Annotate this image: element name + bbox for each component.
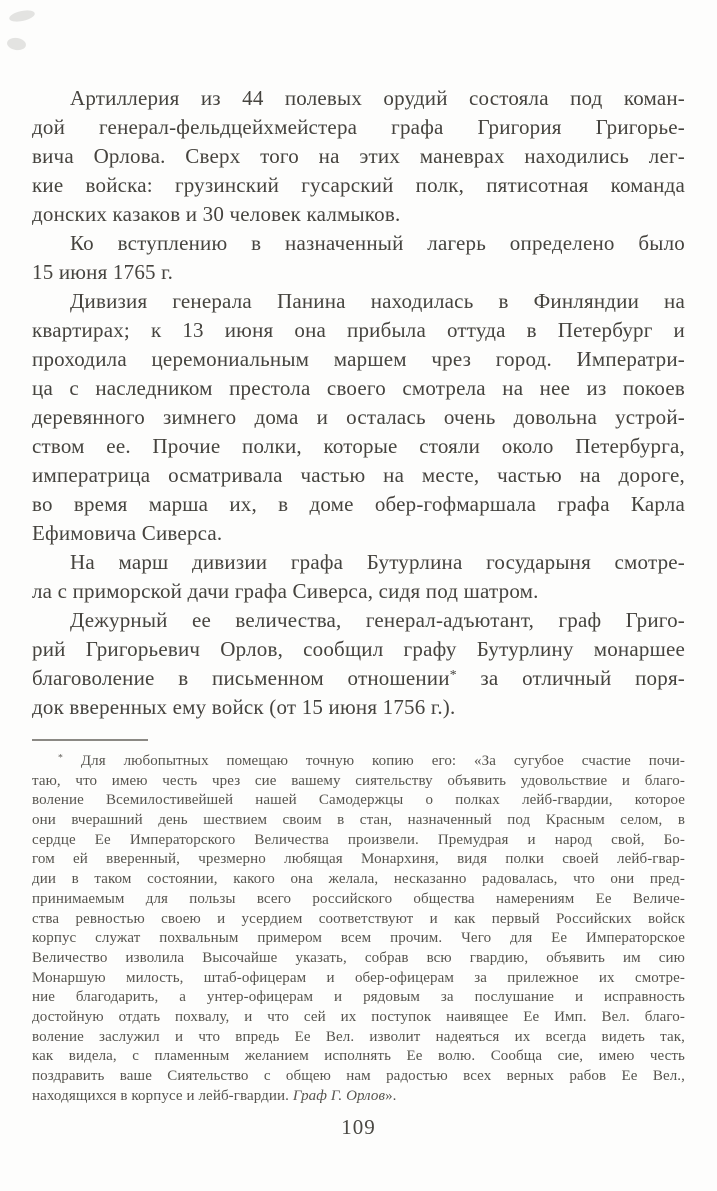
text-line: принимаемым для пользы всего российского общества намерениям Ее Величе- <box>32 890 685 907</box>
text-line: вича Орлова. Сверх того на этих маневрах находились лег- <box>32 144 685 168</box>
text-line: дой генерал-фельдцейхмейстера графа Григория Григорье- <box>32 115 685 139</box>
text-line: Дивизия генерала Панина находилась в Финляндии на <box>70 289 685 313</box>
text-line: Монаршую милость, штаб-офицерам и обер-офицерам за прилежное их смотре- <box>32 969 685 986</box>
text-line: ца с наследником престола своего смотрела на нее из покоев <box>32 376 685 400</box>
text-line: во время марша их, в доме обер-гофмаршала графа Карла <box>32 492 685 516</box>
scan-smudge <box>6 37 26 52</box>
paragraph <box>32 548 685 606</box>
page-number: 109 <box>341 1115 376 1139</box>
main-text <box>32 84 685 722</box>
footnote-separator-rule <box>32 739 148 741</box>
paragraph <box>32 229 685 287</box>
text-line: донских казаков и 30 человек калмыков. <box>32 202 401 226</box>
text-line: рий Григорьевич Орлов, сообщил графу Бутурлину монаршее <box>32 637 685 661</box>
text-line: Величество изволила Высочайше указать, собрав всю гвардию, объявить им сию <box>32 949 685 966</box>
text-line: сердце Ее Императорского Величества произвели. Премудрая и народ свой, Бо- <box>32 831 685 848</box>
text-line: находящихся в корпусе и лейб-гвардии. Граф Г. Орлов». <box>32 1087 397 1104</box>
text-line: таю, что имею честь чрез сие вашему сиятельству объявить удовольствие и благо- <box>32 772 685 789</box>
text-line: ства ревностью своею и усердием соответствуют и как первый Российских войск <box>32 910 685 927</box>
text-line: корпус служат похвальным примером всем прочим. Чего для Ее Императорское <box>32 930 685 947</box>
text-line: кие войска: грузинский гусарский полк, пятисотная команда <box>32 173 685 197</box>
text-line: дии в таком состоянии, какого она желала, несказанно радовалась, что они пред- <box>32 871 685 888</box>
text-line: воление заслужил и что впредь Ее Вел. изволит надеяться их всегда видеть так, <box>32 1028 685 1045</box>
text-line: достойную отдать похвалу, и что сей их поступок наивящее Ее Имп. Вел. благо- <box>32 1008 685 1025</box>
text-line: воление Всемилостивейшей нашей Самодержцы о полках лейб-гвардии, которое <box>32 792 685 809</box>
text-line: поздравить ваше Сиятельство с общею нам радостью всех верных рабов Ее Вел., <box>32 1068 685 1084</box>
text-line: На марш дивизии графа Бутурлина государыня смотре- <box>70 550 685 574</box>
text-line: док вверенных ему войск (от 15 июня 1756 г.). <box>32 695 456 719</box>
text-line: Ко вступлению в назначенный лагерь определено было <box>70 231 685 255</box>
scan-smudge <box>8 8 36 23</box>
text-line: ние благодарить, а унтер-офицерам и рядовым за послушание и исправность <box>32 989 685 1006</box>
text-line: благоволение в письменном отношении* за отличный поря- <box>32 666 685 690</box>
paragraph <box>32 287 685 548</box>
text-line: * Для любопытных помещаю точную копию его: «За сугубое счастие почи- <box>58 752 685 769</box>
text-line: 15 июня 1765 г. <box>32 260 174 284</box>
text-line: квартирах; к 13 июня она прибыла оттуда в Петербург и <box>32 318 685 342</box>
text-line: Ефимовича Сиверса. <box>32 521 223 545</box>
text-line: гом ей вверенный, чрезмерно любящая Монархиня, видя полки своей лейб-гвар- <box>32 851 685 868</box>
text-line: они вчерашний день шествием своим в стан, назначенный под Красным селом, в <box>32 812 685 829</box>
text-line: ла с приморской дачи графа Сиверса, сидя под шатром. <box>32 579 539 603</box>
footnote <box>32 752 685 1106</box>
paragraph <box>32 606 685 722</box>
text-line: деревянного зимнего дома и осталась очень довольна устрой- <box>32 405 685 429</box>
text-line: Дежурный ее величества, генерал-адъютант, граф Григо- <box>70 608 685 632</box>
footnote-ref-asterisk: * <box>449 666 457 682</box>
text-line: как видела, с пламенным желанием исполнять Ее волю. Сообща сие, имею честь <box>32 1048 685 1065</box>
text-line: императрица осматривала частью на месте, частью на дороге, <box>32 463 685 487</box>
text-line: ством ее. Прочие полки, которые стояли около Петербурга, <box>32 434 685 458</box>
text-line: Артиллерия из 44 полевых орудий состояла под коман- <box>70 86 685 110</box>
paragraph <box>32 84 685 229</box>
signature-italic: Граф Г. Орлов <box>292 1087 386 1104</box>
text-line: проходила церемониальным маршем чрез город. Императри- <box>32 347 685 371</box>
footnote-ref-asterisk: * <box>58 752 63 764</box>
